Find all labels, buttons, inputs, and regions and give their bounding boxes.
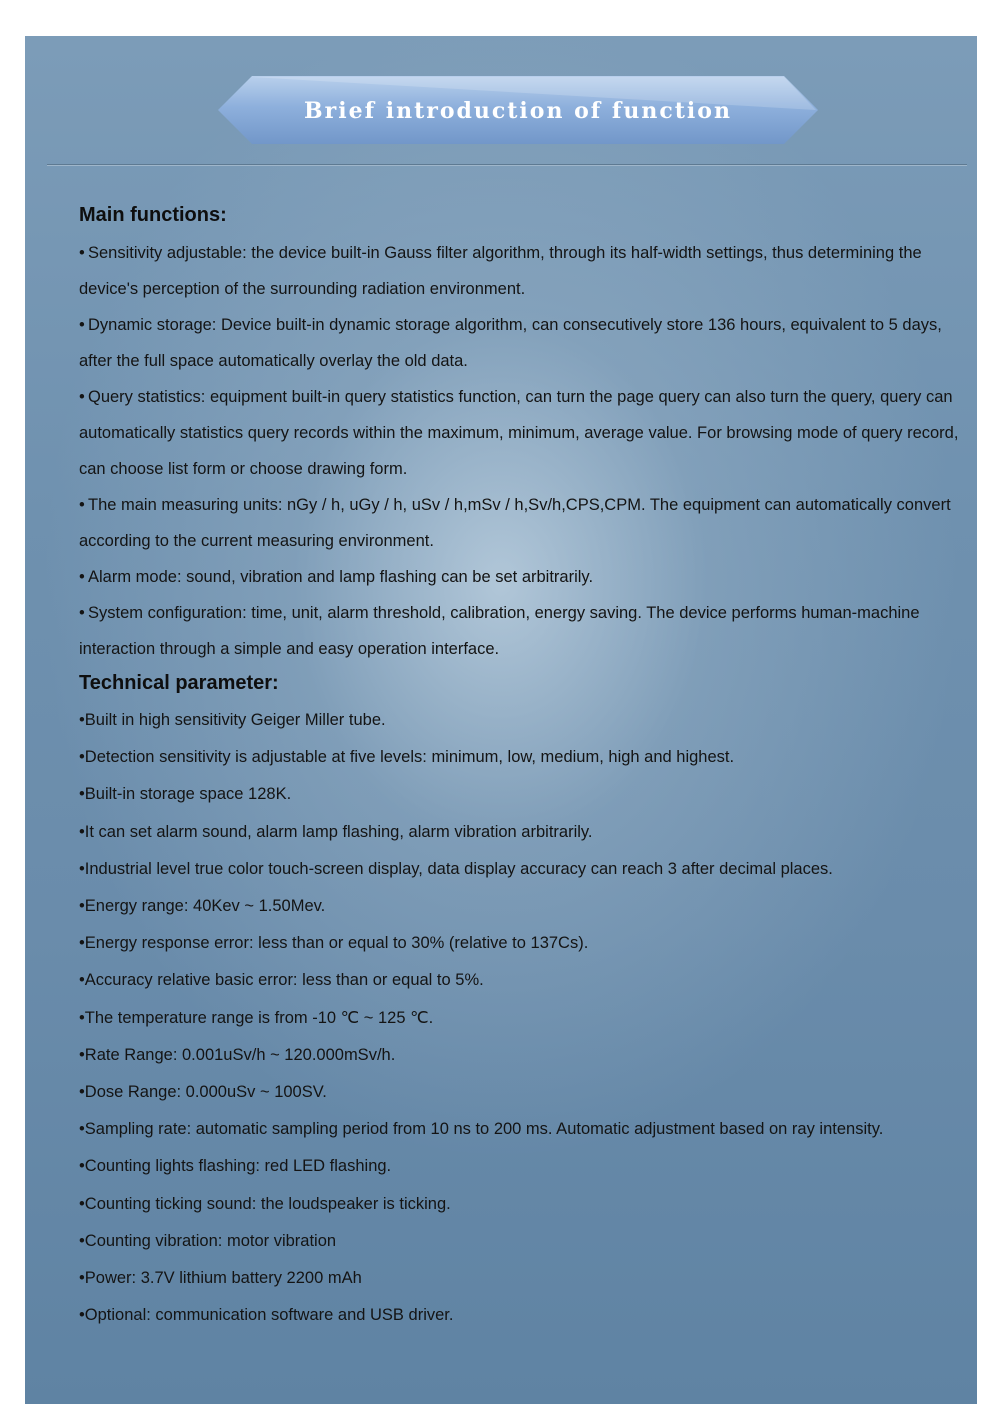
brochure-page (25, 36, 977, 1404)
list-item-text: Rate Range: 0.001uSv/h ~ 120.000mSv/h. (84, 1045, 396, 1064)
list-item-text: Dose Range: 0.000uSv ~ 100SV. (84, 1083, 327, 1102)
list-item-text: Counting vibration: motor vibration (84, 1231, 337, 1250)
bullet-icon: • (79, 316, 85, 334)
list-item-text: Dynamic storage: Device built-in dynamic storage algorithm, can consecutively store 136 hours, equivalent to 5 days, after the full space automatically overlay the old data. (79, 316, 942, 370)
title-banner (218, 76, 818, 144)
bullet-icon: • (79, 1269, 85, 1288)
list-item-text: Energy range: 40Kev ~ 1.50Mev. (84, 897, 326, 916)
bullet-icon: • (79, 711, 85, 729)
list-item-text: System configuration: time, unit, alarm threshold, calibration, energy saving. The device performs human-machine interaction through a simple and easy operation interface. (79, 604, 920, 658)
header-divider (47, 164, 967, 166)
bullet-icon: • (79, 1045, 85, 1064)
list-item-text: Energy response error: less than or equal to 30% (relative to 137Cs). (84, 934, 589, 953)
bullet-icon: • (79, 785, 85, 804)
list-item-text: Query statistics: equipment built-in query statistics function, can turn the page query can also turn the query, query can automatically statistics query records within the maximum, minimum, average value. For browsing mode of query record, can choose list form or choose drawing form. (79, 388, 959, 478)
list-item-text: Alarm mode: sound, vibration and lamp flashing can be set arbitrarily. (88, 568, 594, 586)
bullet-icon: • (79, 1231, 85, 1250)
technical-parameter-item (79, 702, 959, 739)
main-function-item (79, 235, 959, 307)
technical-parameter-item (79, 814, 959, 851)
main-functions-list (79, 235, 959, 667)
technical-parameter-item (79, 925, 959, 962)
list-item-text: Built in high sensitivity Geiger Miller tube. (84, 711, 386, 729)
technical-parameter-item (79, 1260, 959, 1297)
bullet-icon: • (79, 1194, 85, 1213)
technical-parameter-item (79, 962, 959, 999)
technical-parameter-item (79, 1074, 959, 1111)
bullet-icon: • (79, 1083, 85, 1102)
bullet-icon: • (79, 1157, 85, 1176)
content-body (79, 202, 959, 1334)
list-item-text: Power: 3.7V lithium battery 2200 mAh (84, 1269, 362, 1288)
technical-parameter-item (79, 1148, 959, 1185)
bullet-icon: • (79, 1008, 85, 1027)
list-item-text: Sensitivity adjustable: the device built-in Gauss filter algorithm, through its half-width settings, thus determining the device's perception of the surrounding radiation environment. (79, 244, 922, 298)
bullet-icon: • (79, 897, 85, 916)
list-item-text: Counting ticking sound: the loudspeaker is ticking. (84, 1194, 451, 1213)
main-function-item (79, 307, 959, 379)
technical-parameter-item (79, 739, 959, 776)
list-item-text: Accuracy relative basic error: less than or equal to 5%. (84, 971, 484, 990)
technical-parameter-item (79, 888, 959, 925)
bullet-icon: • (79, 388, 85, 406)
list-item-text: It can set alarm sound, alarm lamp flashing, alarm vibration arbitrarily. (84, 822, 593, 841)
page-title: Brief introduction of function (304, 98, 732, 124)
bullet-icon: • (79, 859, 85, 878)
bullet-icon: • (79, 1120, 85, 1139)
technical-parameter-item (79, 1000, 959, 1037)
technical-parameter-item (79, 1037, 959, 1074)
bullet-icon: • (79, 748, 85, 767)
list-item-text: Sampling rate: automatic sampling period from 10 ns to 200 ms. Automatic adjustment based on ray intensity. (84, 1120, 884, 1139)
bullet-icon: • (79, 496, 85, 514)
main-function-item (79, 487, 959, 559)
list-item-text: Counting lights flashing: red LED flashing. (84, 1157, 392, 1176)
bullet-icon: • (79, 822, 85, 841)
bullet-icon: • (79, 934, 85, 953)
list-item-text: Built-in storage space 128K. (84, 785, 292, 804)
technical-parameter-item (79, 776, 959, 813)
main-function-item (79, 559, 959, 595)
list-item-text: Detection sensitivity is adjustable at five levels: minimum, low, medium, high and highest. (84, 748, 735, 767)
list-item-text: The main measuring units: nGy / h, uGy / h, uSv / h,mSv / h,Sv/h,CPS,CPM. The equipment can automatically convert according to the current measuring environment. (79, 496, 951, 550)
main-function-item (79, 595, 959, 667)
bullet-icon: • (79, 568, 85, 586)
technical-parameter-heading: Technical parameter: (79, 672, 279, 694)
list-item-text: Industrial level true color touch-screen display, data display accuracy can reach 3 after decimal places. (84, 859, 833, 878)
list-item-text: The temperature range is from -10 ℃ ~ 125 ℃. (84, 1008, 434, 1027)
main-functions-heading: Main functions: (79, 204, 227, 226)
main-function-item (79, 379, 959, 487)
technical-parameter-item (79, 1223, 959, 1260)
technical-parameter-item (79, 1186, 959, 1223)
technical-parameter-item (79, 851, 959, 888)
technical-parameter-item (79, 1297, 959, 1334)
bullet-icon: • (79, 971, 85, 990)
bullet-icon: • (79, 604, 85, 622)
technical-parameter-list (79, 702, 959, 1334)
bullet-icon: • (79, 244, 85, 262)
bullet-icon: • (79, 1306, 85, 1325)
list-item-text: Optional: communication software and USB driver. (84, 1306, 454, 1325)
technical-parameter-item (79, 1111, 959, 1148)
